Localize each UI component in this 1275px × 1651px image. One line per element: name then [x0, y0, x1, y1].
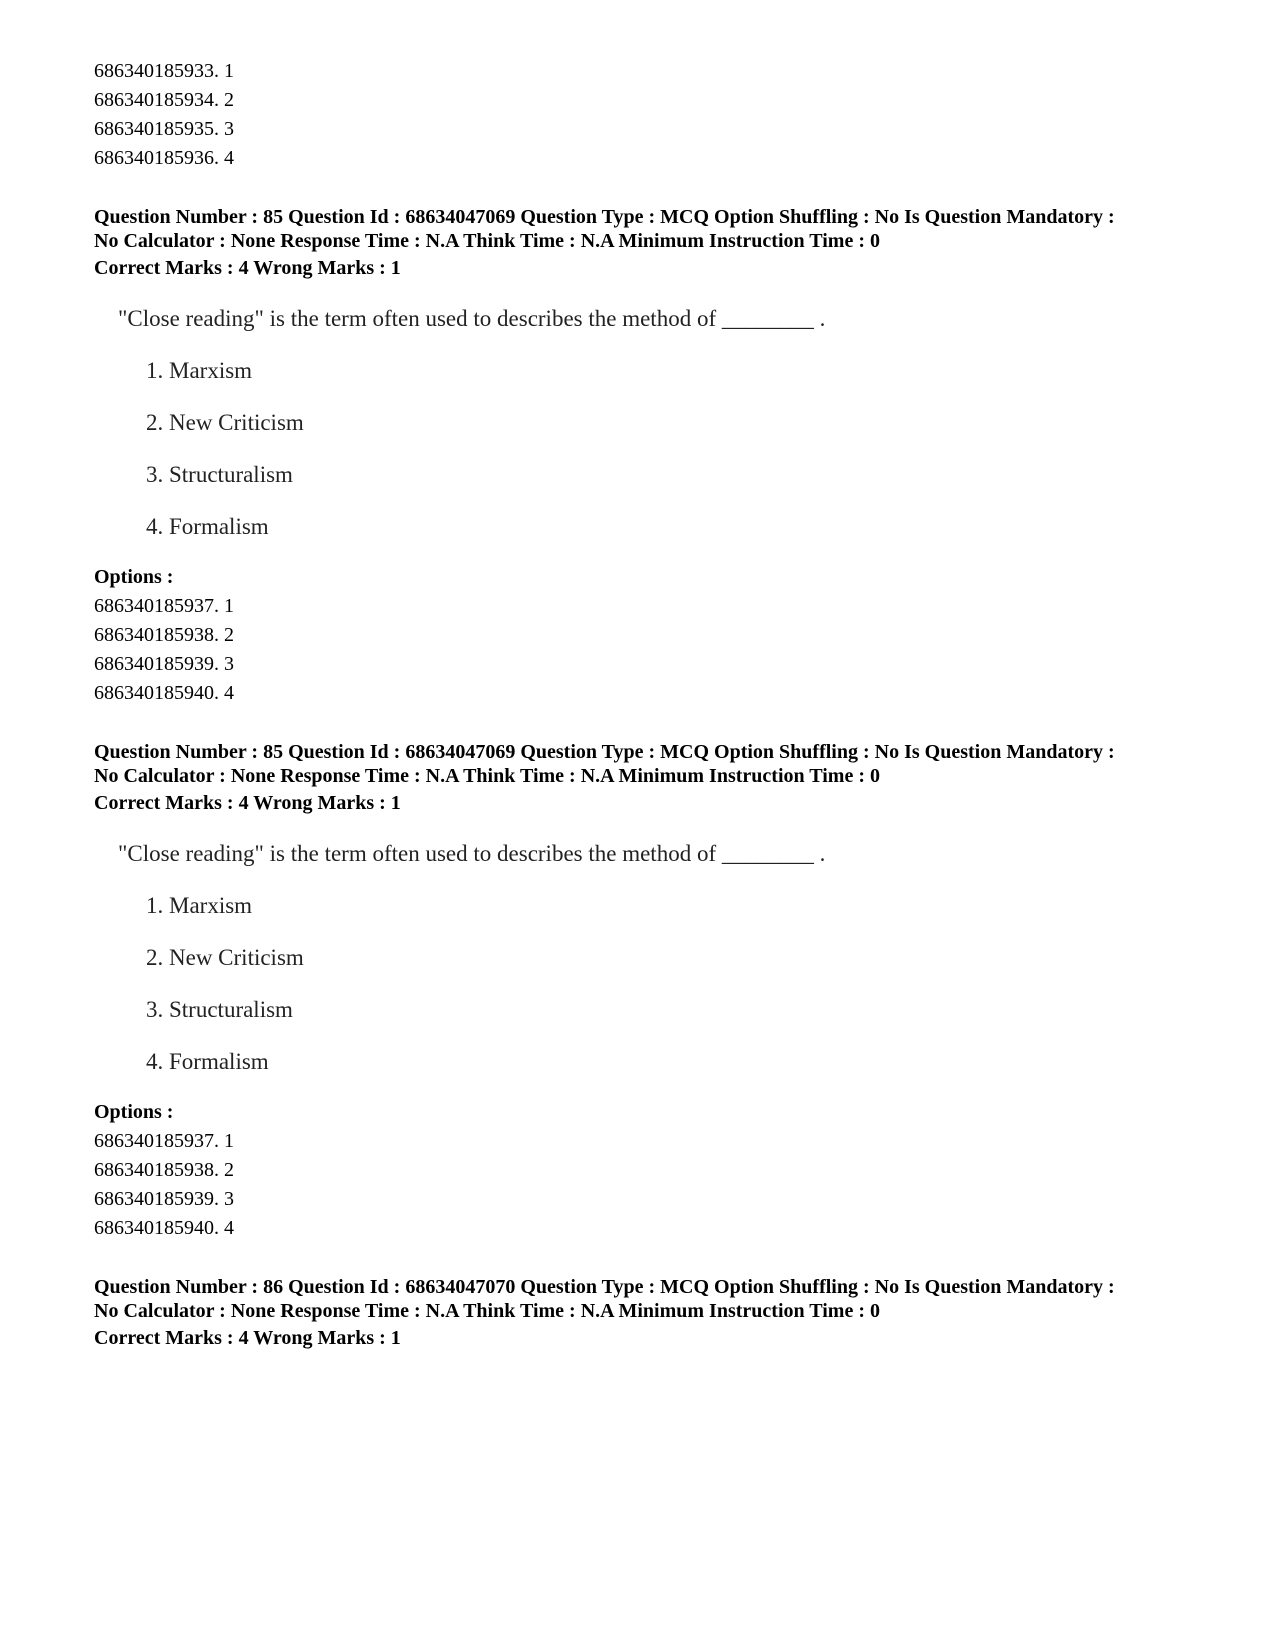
option-item: 686340185939. 3	[94, 1188, 234, 1210]
option-item: 686340185935. 3	[94, 118, 234, 140]
option-item: 686340185933. 1	[94, 60, 234, 82]
option-item: 686340185937. 1	[94, 1130, 234, 1152]
question-meta-line-1: Question Number : 85 Question Id : 68634047069 Question Type : MCQ Option Shuffling : No Is Question Mandatory :	[94, 206, 1115, 228]
question-body	[94, 840, 1194, 1080]
options-section	[94, 563, 1214, 708]
option-item: 686340185934. 2	[94, 89, 234, 111]
question-meta-line-2: No Calculator : None Response Time : N.A Think Time : N.A Minimum Instruction Time : 0	[94, 1300, 880, 1322]
question-meta-line-2: No Calculator : None Response Time : N.A Think Time : N.A Minimum Instruction Time : 0	[94, 765, 880, 787]
question-header	[94, 740, 1214, 818]
answer-choice: 3. Structuralism	[146, 997, 293, 1022]
options-label: Options :	[94, 566, 174, 588]
question-text: "Close reading" is the term often used to describes the method of ________ .	[118, 306, 826, 331]
previous-options-list	[94, 57, 1214, 173]
question-body	[94, 305, 1194, 545]
answer-choice: 1. Marxism	[146, 893, 253, 918]
option-item: 686340185940. 4	[94, 1217, 234, 1239]
question-header	[94, 205, 1214, 283]
option-item: 686340185936. 4	[94, 147, 234, 169]
question-meta-line-2: No Calculator : None Response Time : N.A Think Time : N.A Minimum Instruction Time : 0	[94, 230, 880, 252]
answer-choice: 2. New Criticism	[146, 945, 304, 970]
answer-choice: 4. Formalism	[146, 514, 269, 539]
answer-choice: 3. Structuralism	[146, 462, 293, 487]
option-item: 686340185938. 2	[94, 624, 234, 646]
options-section	[94, 1098, 1214, 1243]
answer-choice: 2. New Criticism	[146, 410, 304, 435]
option-item: 686340185940. 4	[94, 682, 234, 704]
option-item: 686340185939. 3	[94, 653, 234, 675]
option-item: 686340185937. 1	[94, 595, 234, 617]
answer-choice: 4. Formalism	[146, 1049, 269, 1074]
option-item: 686340185938. 2	[94, 1159, 234, 1181]
question-marks: Correct Marks : 4 Wrong Marks : 1	[94, 257, 401, 279]
question-text: "Close reading" is the term often used to describes the method of ________ .	[118, 841, 826, 866]
question-meta-line-1: Question Number : 85 Question Id : 68634047069 Question Type : MCQ Option Shuffling : No Is Question Mandatory :	[94, 741, 1115, 763]
question-marks: Correct Marks : 4 Wrong Marks : 1	[94, 792, 401, 814]
question-header	[94, 1275, 1214, 1353]
question-meta-line-1: Question Number : 86 Question Id : 68634047070 Question Type : MCQ Option Shuffling : No Is Question Mandatory :	[94, 1276, 1115, 1298]
answer-choice: 1. Marxism	[146, 358, 253, 383]
options-label: Options :	[94, 1101, 174, 1123]
question-marks: Correct Marks : 4 Wrong Marks : 1	[94, 1327, 401, 1349]
